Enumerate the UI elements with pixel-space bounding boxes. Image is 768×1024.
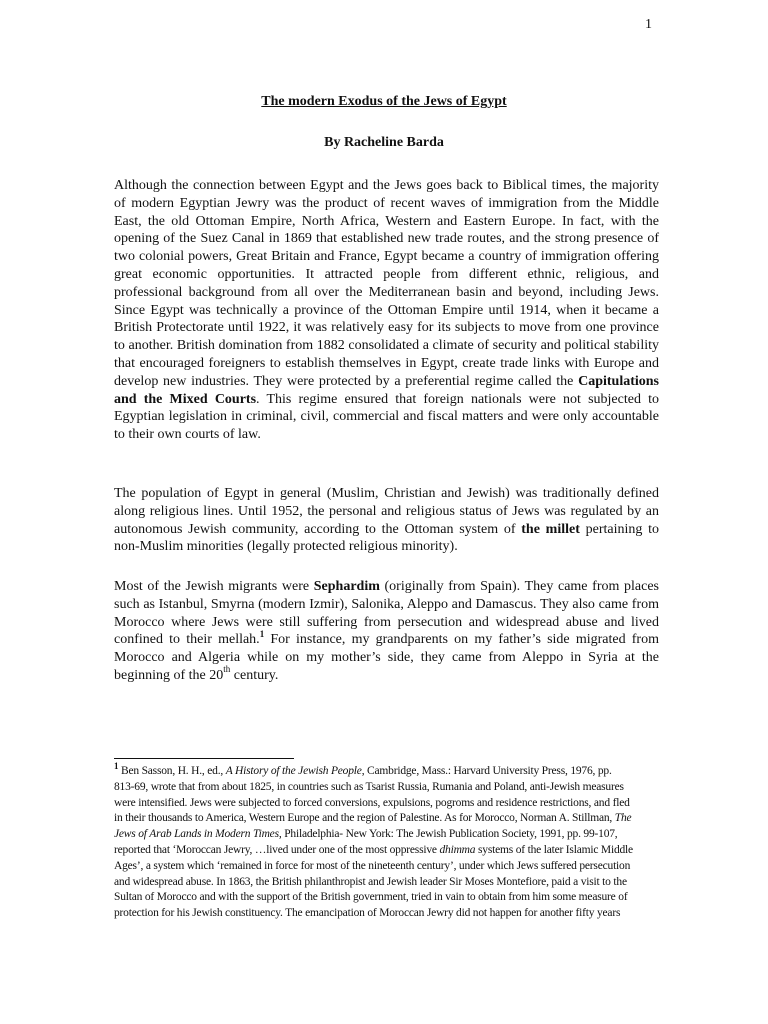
footnote-divider [114, 758, 294, 759]
paragraph-3-text-a: Most of the Jewish migrants were [114, 579, 314, 594]
paragraph-1-text-b: . This regime ensured that foreign nationals were not subjected to Egyptian legislation in criminal, civil, commercial and fiscal matters and were only accountable to their own courts of law. [114, 391, 660, 443]
paragraph-2-text-b: pertaining to non-Muslim minorities (legally protected religious minority). [114, 521, 659, 555]
paragraph-3-text-d: century. [230, 667, 279, 683]
footnote-text-d: systems of the later Islamic Middle Ages’, a system which ‘remained in force for most of the nineteenth century’, under which Jews suffered persecution and widespread abuse. In 1863, the British philanthropist and Jewish leader Sir Moses Montefiore, paid a visit to the Sultan of Morocco and with the support of the British government, tried in vain to obtain from him some measure of protection for his Jewish constituency. The emancipation of Moroccan Jewry did not happen for another fifty years [114, 843, 633, 920]
paragraph-3-text-c: For instance, my grandparents on my father’s side migrated from Morocco and Algeria while on my mother’s side, they came from Aleppo in Syria at the beginning of the 20 [114, 632, 659, 683]
paragraph-2-text-a: The population of Egypt in general (Muslim, Christian and Jewish) was traditionally defined along religious lines. Until 1952, the personal and religious status of Jews was regulated by an autonomous Jewish community, according to the Ottoman system of [114, 486, 659, 537]
paragraph-1 [114, 177, 659, 444]
footnote-reference-link[interactable]: 1 [259, 628, 265, 639]
page-number: 1 [645, 17, 652, 32]
document-title: The modern Exodus of the Jews of Egypt [261, 94, 507, 109]
ordinal-superscript: th [223, 664, 231, 675]
paragraph-2 [114, 485, 659, 556]
author-byline: By Racheline Barda [324, 135, 444, 150]
footnote-text-b: , Cambridge, Mass.: Harvard University Press, 1976, pp. 813-69, wrote that from about 1825, in countries such as Tsarist Russia, Rumania and Poland, anti-Jewish measures were intensified. Jews were subjected to forced conversions, expulsions, pogroms and residence restrictions, and fled in their thousands to America, Western Europe and the region of Palestine. As for Morocco, Norman A. Stillman, [114, 765, 630, 825]
paragraph-3-text-b: (originally from Spain). They came from places such as Istanbul, Smyrna (modern Izmir), Salonika, Aleppo and Damascus. They also came from Morocco where Jews were still suffering from persecution and widespread abuse and lived confined to their mellah. [114, 579, 660, 648]
paragraph-3 [114, 578, 659, 685]
footnote-1 [114, 761, 634, 922]
footnote-italic-b: The Jews of Arab Lands in Modern Times, [114, 812, 632, 841]
footnote-italic-a: A History of the Jewish People [225, 765, 362, 777]
paragraph-1-bold: Capitulations and the Mixed Courts [114, 373, 659, 407]
paragraph-3-bold: Sephardim [313, 579, 380, 594]
footnote-mark: 1 [114, 761, 119, 772]
paragraph-2-bold: the millet [521, 521, 580, 537]
footnote-text-a: Ben Sasson, H. H., ed., [118, 765, 226, 777]
footnote-italic-c: dhimma [439, 843, 476, 856]
paragraph-1-text-a: Although the connection between Egypt and the Jews goes back to Biblical times, the majority of modern Egyptian Jewry was the product of recent waves of immigration from the Middle East, the old Ottoman Empire, North Africa, Western and Eastern Europe. In fact, with the opening of the Suez Canal in 1869 that established new trade routes, and the strong presence of two colonial powers, Great Britain and France, Egypt became a country of immigration offering great economic opportunities. It attracted people from different ethnic, religious, and professional background from all over the Mediterranean basin and beyond, including Jews. Since Egypt was technically a province of the Ottoman Empire until 1914, when it became a British Protectorate until 1922, it was relatively easy for its subjects to move from one province to another. British domination from 1882 consolidated a climate of security and political stability that encouraged foreigners to establish themselves in Egypt, create trade links with Europe and develop new industries. They were protected by a preferential regime called the [114, 178, 659, 389]
footnote-text-c: Philadelphia- New York: The Jewish Publication Society, 1991, pp. 99-107, reported that ‘Moroccan Jewry, …lived under one of the most oppressive [114, 828, 618, 856]
